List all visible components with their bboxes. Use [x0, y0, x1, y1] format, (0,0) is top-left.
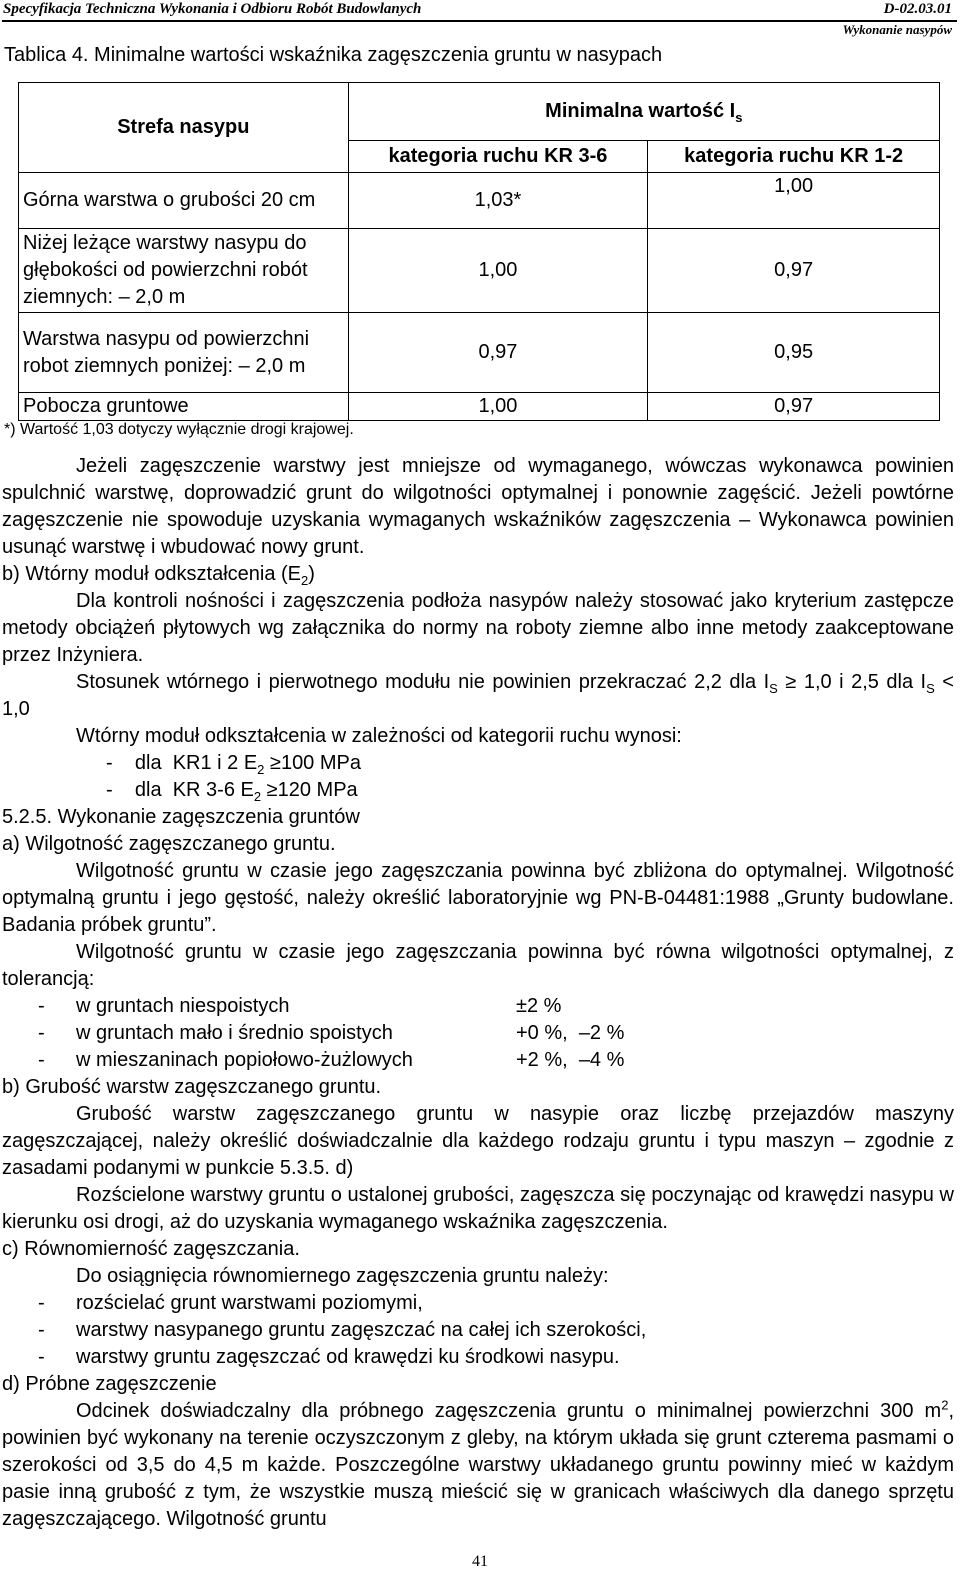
list-item: - w mieszaninach popiołowo-żużlowych +2 %, –4 % [38, 1049, 625, 1071]
table-row [19, 229, 940, 313]
kr12-cell: 1,00 [648, 173, 940, 229]
section-heading: 5.2.5. Wykonanie zagęszczenia gruntów [2, 806, 360, 828]
zone-cell: Górna warstwa o grubości 20 cm [19, 173, 349, 229]
kr36-cell: 0,97 [348, 313, 648, 393]
header-code: D-02.03.01 [883, 1, 952, 17]
header-rule [2, 20, 957, 22]
kr12-cell: 0,97 [648, 393, 940, 421]
header-title: Specyfikacja Techniczna Wykonania i Odbioru Robót Budowlanych [3, 1, 422, 17]
header-section: Wykonanie nasypów [842, 22, 952, 37]
compaction-table [18, 82, 940, 421]
table-row [19, 393, 940, 421]
section-heading: a) Wilgotność zagęszczanego gruntu. [2, 833, 336, 855]
zone-cell: Pobocza gruntowe [19, 393, 349, 421]
paragraph: Dla kontroli nośności i zagęszczenia podłoża nasypów należy stosować jako kryterium zastępcze metody obciążeń płytowych wg załącznika do normy na roboty ziemne albo inne metody zaakceptowane przez Inżyniera. [2, 590, 954, 666]
kr36-cell: 1,00 [348, 393, 648, 421]
list-item: - dla KR1 i 2 $E_2 \ge 100$ MPa [106, 752, 361, 777]
page-number: 41 [472, 1553, 488, 1570]
paragraph: Grubość warstw zagęszczanego gruntu w nasypie oraz liczbę przejazdów maszyny zagęszczającej, należy określić doświadczalnie dla każdego rodzaju gruntu i typu maszyn – zgodnie z zasadami podanymi w punkcie 5.3.5. d) [2, 1103, 954, 1179]
paragraph: Wtórny moduł odkształcenia w zależności od kategorii ruchu wynosi: [76, 725, 682, 747]
section-heading: c) Równomierność zagęszczania. [2, 1238, 300, 1260]
paragraph: Odcinek doświadczalny dla próbnego zagęszczenia gruntu o minimalnej powierzchni 300 $m^2$, powinien być wykonany na terenie oczyszczonym z gleby, na którym układa się grunt czterema pasmami o szerokości od 3,5 do 4,5 m każde. Poszczególne warstwy układanego gruntu powinny mieć w każdym pasie inną grubość z tym, że wszystkie muszą mieścić się w granicach właściwych dla danego sprzętu zagęszczającego. Wilgotność gruntu [2, 1397, 954, 1530]
header-kr36: kategoria ruchu KR 3-6 [348, 141, 648, 173]
table-row [19, 313, 940, 393]
kr36-cell: 1,03* [348, 173, 648, 229]
table-caption: Tablica 4. Minimalne wartości wskaźnika zagęszczenia gruntu w nasypach [4, 44, 663, 66]
kr12-cell: 0,97 [648, 229, 940, 313]
zone-cell: Warstwa nasypu od powierzchni robot ziemnych poniżej: – 2,0 m [19, 313, 349, 393]
paragraph: Rozścielone warstwy gruntu o ustalonej grubości, zagęszcza się poczynając od krawędzi nasypu w kierunku osi drogi, aż do uzyskania wymaganego wskaźnika zagęszczenia. [2, 1184, 954, 1233]
list-item: - rozścielać grunt warstwami poziomymi, [38, 1292, 423, 1314]
table-footnote: *) Wartość 1,03 dotyczy wyłącznie drogi krajowej. [4, 421, 354, 438]
section-heading: d) Próbne zagęszczenie [2, 1373, 217, 1395]
list-item: - warstwy nasypanego gruntu zagęszczać na całej ich szerokości, [38, 1319, 647, 1341]
list-item: - w gruntach niespoistych ±2 % [38, 995, 562, 1017]
kr12-cell: 0,95 [648, 313, 940, 393]
list-item: - w gruntach mało i średnio spoistych +0 %, –2 % [38, 1022, 625, 1044]
body-text [2, 453, 954, 1533]
header-kr12: kategoria ruchu KR 1-2 [648, 141, 940, 173]
paragraph: Wilgotność gruntu w czasie jego zagęszczania powinna być zbliżona do optymalnej. Wilgotność optymalną gruntu i jego gęstość, należy określić laboratoryjnie wg PN-B-04481:1988 „Grunty budowlane. Badania próbek gruntu”. [2, 860, 954, 936]
paragraph: Jeżeli zagęszczenie warstwy jest mniejsze od wymaganego, wówczas wykonawca powinien spulchnić warstwę, doprowadzić grunt do wilgotności optymalnej i ponownie zagęścić. Jeżeli powtórne zagęszczenie nie spowoduje uzyskania wymaganych wskaźników zagęszczenia – Wykonawca powinien usunąć warstwę i wbudować nowy grunt. [2, 455, 954, 558]
zone-cell: Niżej leżące warstwy nasypu do głębokości od powierzchni robót ziemnych: – 2,0 m [19, 229, 349, 313]
paragraph: Stosunek wtórnego i pierwotnego modułu nie powinien przekraczać 2,2 dla $I_S \ge 1,0$ i 2,5 dla $I_S < 1,0$ [2, 671, 954, 720]
table-row [19, 173, 940, 229]
header-min-value: Minimalna wartość $I_s$ [348, 83, 939, 141]
header-zone: Strefa nasypu [19, 83, 349, 173]
section-heading: b) Wtórny moduł odkształcenia $(E_2)$ [2, 563, 315, 588]
kr36-cell: 1,00 [348, 229, 648, 313]
paragraph: Wilgotność gruntu w czasie jego zagęszczania powinna być równa wilgotności optymalnej, z tolerancją: [2, 941, 954, 990]
page-header [0, 0, 960, 20]
list-item: - warstwy gruntu zagęszczać od krawędzi ku środkowi nasypu. [38, 1346, 620, 1368]
paragraph: Do osiągnięcia równomiernego zagęszczenia gruntu należy: [76, 1265, 609, 1287]
list-item: - dla KR 3-6 $E_2 \ge 120$ MPa [106, 779, 358, 804]
section-heading: b) Grubość warstw zagęszczanego gruntu. [2, 1076, 382, 1098]
